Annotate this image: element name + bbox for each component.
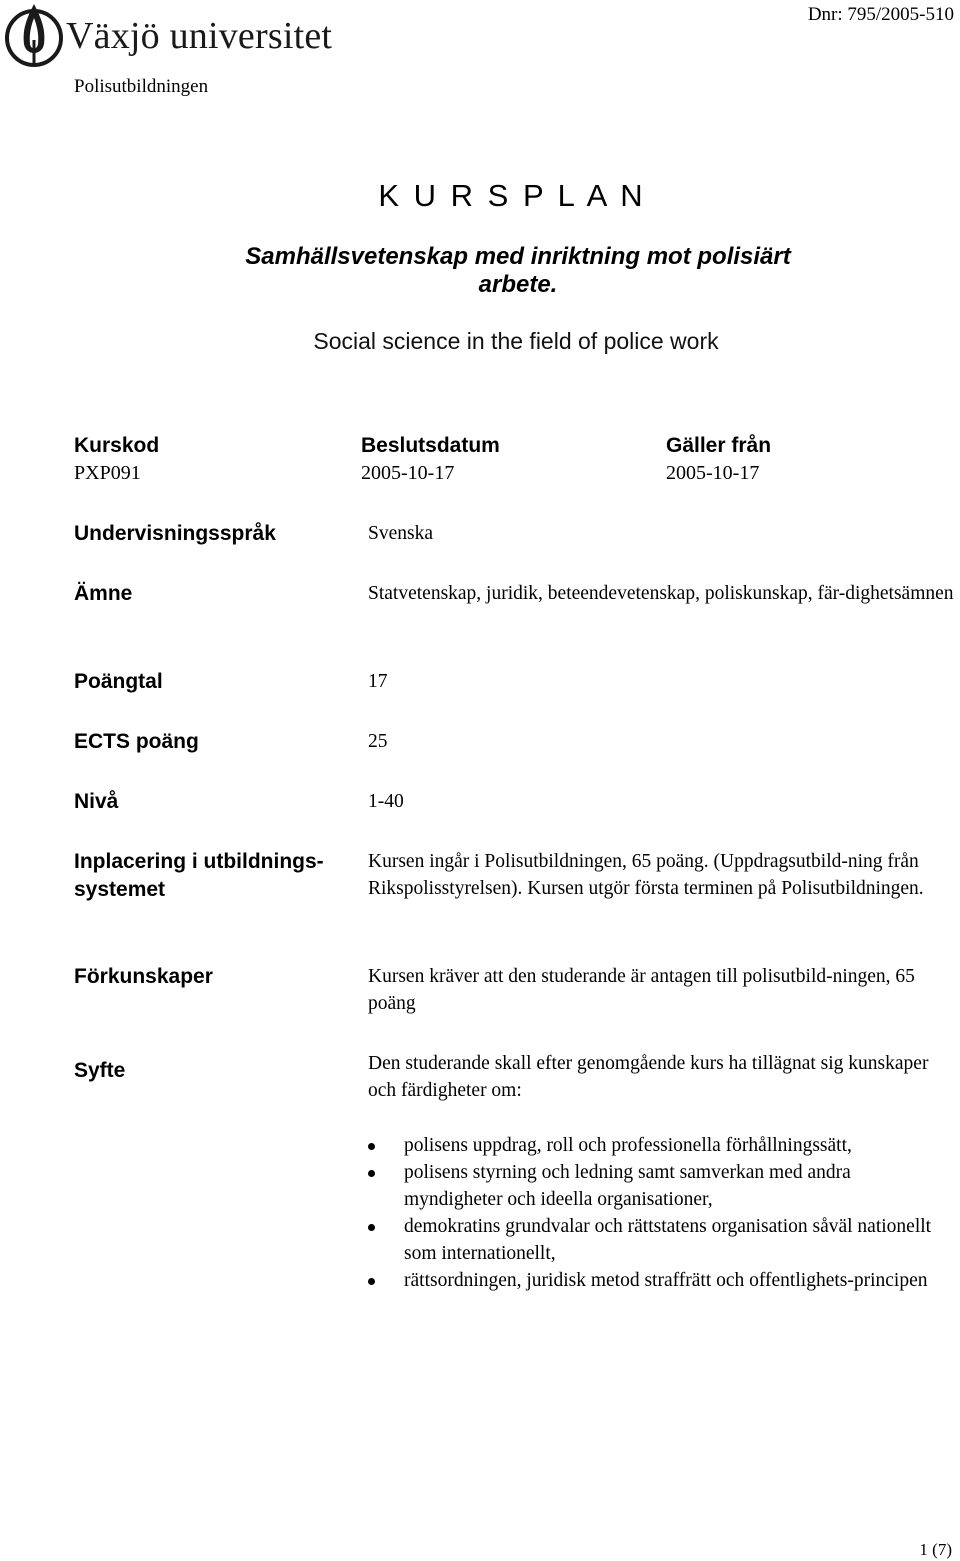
purpose-label: Syfte xyxy=(74,1059,126,1082)
galler-fran-value: 2005-10-17 xyxy=(666,462,760,484)
goal-text: rättsordningen, juridisk metod straffrätt och offentlighets-principen xyxy=(404,1270,928,1291)
subject-value: Statvetenskap, juridik, beteendevetenskap, poliskunskap, fär-dighetsämnen xyxy=(368,583,954,604)
placement-value: Kursen ingår i Polisutbildningen, 65 poäng. (Uppdragsutbild-ning från Rikspolisstyrelsen). Kursen utgör första terminen på Polisutbildningen. xyxy=(368,851,924,899)
ects-label: ECTS poäng xyxy=(74,730,199,753)
language-label: Undervisningsspråk xyxy=(74,522,276,545)
bullet-icon xyxy=(368,1278,375,1285)
bullet-icon xyxy=(368,1170,375,1177)
language-value: Svenska xyxy=(368,523,433,544)
document-title: K U R S P L A N xyxy=(378,178,646,213)
list-item xyxy=(368,1213,953,1267)
prerequisites-value: Kursen kräver att den studerande är antagen till polisutbild-ningen, 65 poäng xyxy=(368,966,915,1014)
kurskod-label: Kurskod xyxy=(74,434,160,457)
purpose-value: Den studerande skall efter genomgående kurs ha tillägnat sig kunskaper och färdigheter om: xyxy=(368,1053,929,1101)
course-title-swedish: Samhällsvetenskap med inriktning mot polisiärt arbete. xyxy=(245,243,791,298)
goal-text: polisens styrning och ledning samt samverkan med andra myndigheter och ideella organisationer, xyxy=(404,1162,851,1210)
university-logo xyxy=(4,0,64,73)
course-title-english: Social science in the field of police work xyxy=(313,328,719,354)
bullet-icon xyxy=(368,1224,375,1231)
level-label: Nivå xyxy=(74,790,119,813)
subject-label: Ämne xyxy=(74,582,133,605)
credits-value: 17 xyxy=(368,671,388,692)
ects-value: 25 xyxy=(368,731,388,752)
university-seal-icon xyxy=(4,0,64,68)
list-item xyxy=(368,1132,953,1159)
bullet-icon xyxy=(368,1143,375,1150)
kurskod-value: PXP091 xyxy=(74,462,141,484)
goal-text: polisens uppdrag, roll och professionella förhållningssätt, xyxy=(404,1135,852,1156)
list-item xyxy=(368,1267,953,1294)
beslutsdatum-label: Beslutsdatum xyxy=(361,434,500,457)
department-name: Polisutbildningen xyxy=(74,76,209,97)
university-name: Växjö universitet xyxy=(66,15,333,57)
prerequisites-label: Förkunskaper xyxy=(74,965,213,988)
list-item xyxy=(368,1159,953,1213)
placement-label: Inplacering i utbildnings-systemet xyxy=(74,850,324,901)
galler-fran-label: Gäller från xyxy=(666,434,772,457)
document-number: Dnr: 795/2005-510 xyxy=(807,4,954,25)
level-value: 1-40 xyxy=(368,791,404,812)
page-number: 1 (7) xyxy=(919,1540,952,1559)
goal-text: demokratins grundvalar och rättstatens organisation såväl nationellt som internationellt, xyxy=(404,1216,932,1264)
goals-list xyxy=(368,1132,953,1294)
credits-label: Poängtal xyxy=(74,670,163,693)
beslutsdatum-value: 2005-10-17 xyxy=(361,462,455,484)
